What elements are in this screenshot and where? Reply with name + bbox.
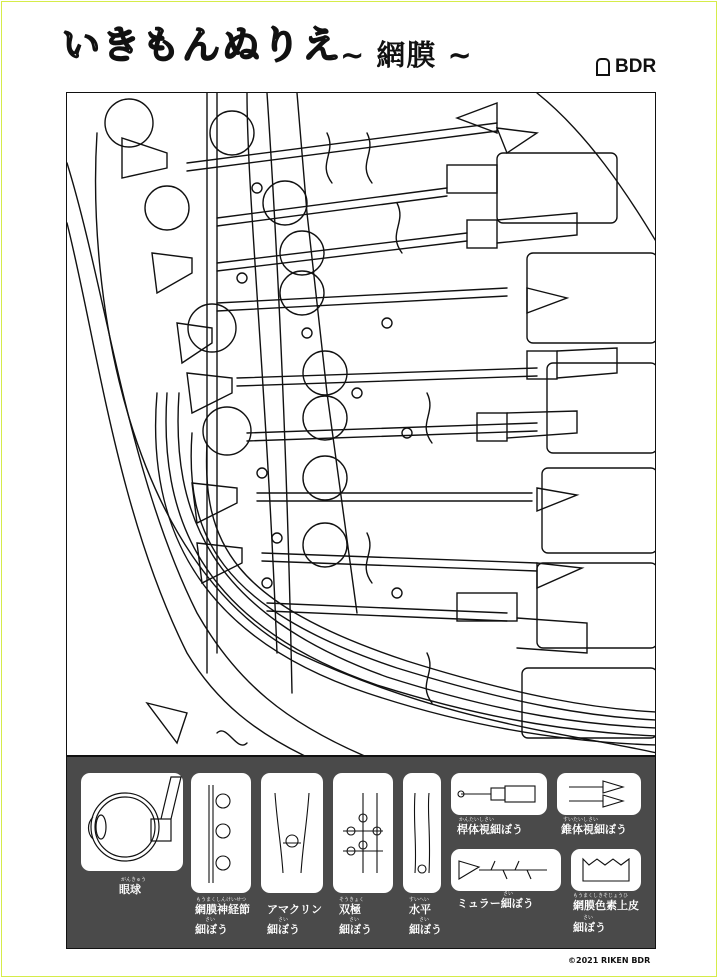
bipolar-ruby1: そうきょく [339,897,365,903]
bipolar-label-line1: 双極 [339,903,361,916]
bipolar-card [333,773,393,893]
bipolar-ruby2: さい [349,917,360,923]
bipolar-label-line2: 細ぼう [339,923,372,936]
horizontal-card [403,773,441,893]
rod-ruby: かんたいしさい [459,817,495,823]
horizontal-cell-icon [403,773,441,893]
ganglion-card [191,773,251,893]
muller-card [451,849,561,891]
muller-label: ミュラー細ぼう [457,897,534,910]
amacrine-ruby2: さい [278,917,289,923]
page-title: いきもんぬりえ [62,23,343,67]
amacrine-label-line1: アマクリン [267,903,322,916]
ganglion-cell-icon [191,773,251,893]
rpe-card [571,849,641,891]
page-subtitle: ~ 網膜 ~ [340,38,473,72]
amacrine-cell-icon [261,773,323,893]
rod-card [451,773,547,815]
horizontal-ruby1: すいへい [409,897,430,903]
rpe-ruby2: さい [583,915,594,921]
ganglion-ruby2: さい [205,917,216,923]
rpe-label-line2: 細ぼう [573,921,606,934]
eyeball-label: 眼球 [119,883,141,896]
retina-illustration [66,92,656,756]
rpe-label-line1: 網膜色素上皮 [573,899,639,912]
eyeball-ruby: がんきゅう [121,877,147,883]
riken-bdr-logo [596,56,658,86]
cone-label: 錐体視細ぼう [561,823,627,836]
amacrine-label-line2: 細ぼう [267,923,300,936]
eyeball-icon [81,773,183,871]
copyright: ©2021 RIKEN BDR [568,956,651,965]
horizontal-label-line1: 水平 [409,903,431,916]
retina-line-art [67,93,656,756]
bipolar-cell-icon [333,773,393,893]
ganglion-label-line1: 網膜神経節 [195,903,250,916]
riken-logo-mark [596,58,610,76]
rpe-cell-icon [571,849,641,891]
ganglion-ruby1: もうまくしんけいせつ [196,897,247,903]
rod-cell-icon [451,773,547,815]
logo-text: BDR [615,56,657,77]
cone-card [557,773,641,815]
eyeball-card [81,773,183,871]
horizontal-ruby2: さい [419,917,430,923]
rod-label: 桿体視細ぼう [457,823,523,836]
muller-cell-icon [451,849,561,891]
cone-cell-icon [557,773,641,815]
amacrine-card [261,773,323,893]
muller-ruby: さい [503,891,514,897]
rpe-ruby1: もうまくしきそじょうひ [573,893,629,899]
horizontal-label-line2: 細ぼう [409,923,442,936]
legend-panel [66,756,656,949]
ganglion-label-line2: 細ぼう [195,923,228,936]
cone-ruby: すいたいしさい [563,817,599,823]
